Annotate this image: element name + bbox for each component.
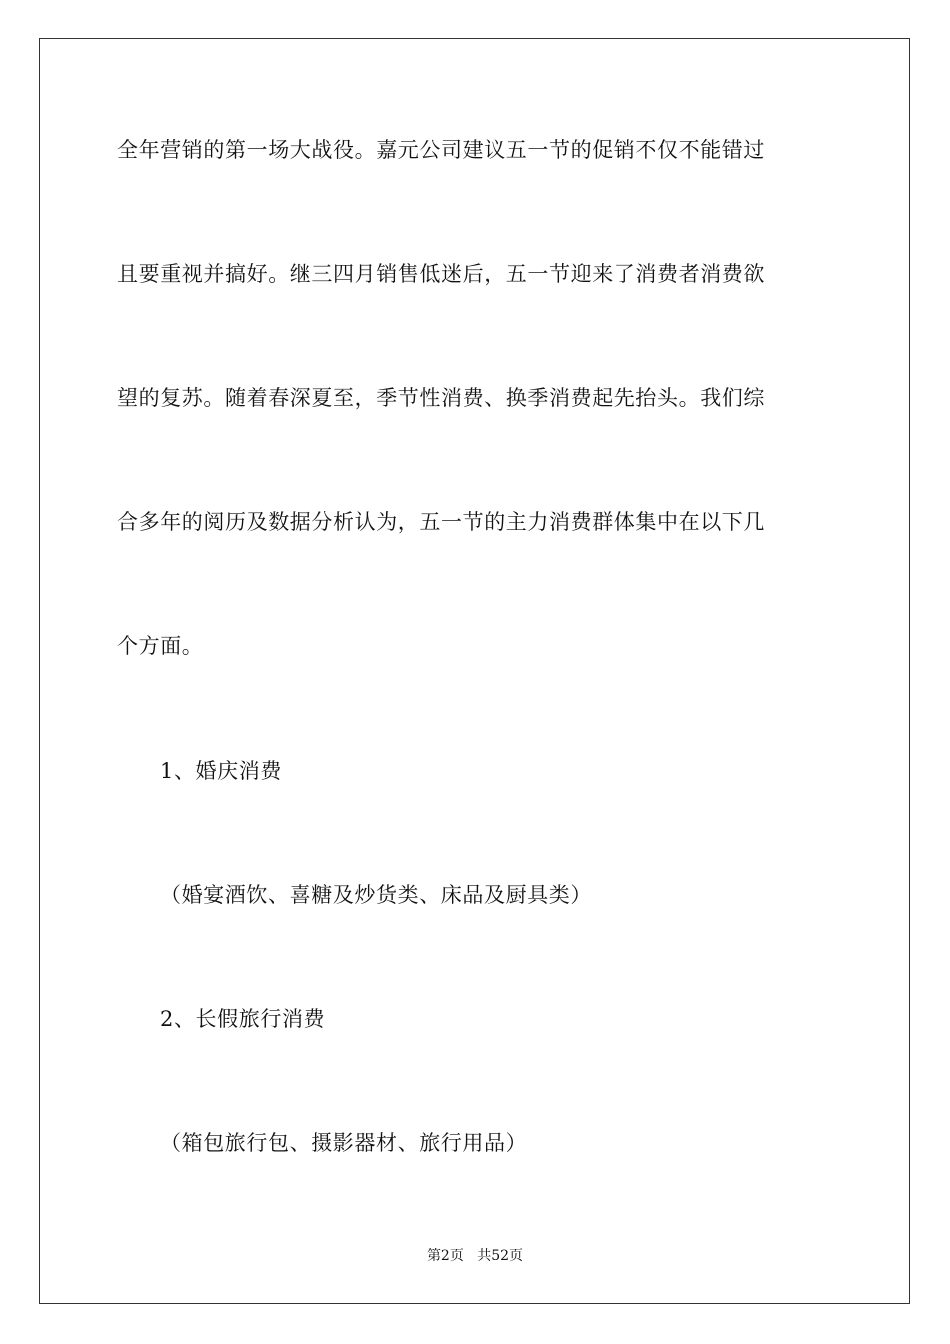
page-footer <box>0 1246 950 1266</box>
item-detail: （婚宴酒饮、喜糖及炒货类、床品及厨具类） <box>160 883 592 907</box>
item-heading: 1、婚庆消费 <box>160 759 282 783</box>
paragraph-line: 全年营销的第一场大战役。嘉元公司建议五一节的促销不仅不能错过 <box>117 138 765 162</box>
page-border <box>39 38 910 1304</box>
paragraph-line: 且要重视并搞好。继三四月销售低迷后，五一节迎来了消费者消费欲 <box>117 262 765 286</box>
item-detail: （箱包旅行包、摄影器材、旅行用品） <box>160 1131 528 1155</box>
paragraph-line: 望的复苏。随着春深夏至，季节性消费、换季消费起先抬头。我们综 <box>117 386 765 410</box>
page-total: 共52页 <box>477 1248 524 1264</box>
item-heading: 2、长假旅行消费 <box>160 1007 326 1031</box>
paragraph-line: 合多年的阅历及数据分析认为，五一节的主力消费群体集中在以下几 <box>117 510 765 534</box>
page-number: 第2页 <box>426 1248 464 1264</box>
paragraph-line: 个方面。 <box>117 634 204 658</box>
